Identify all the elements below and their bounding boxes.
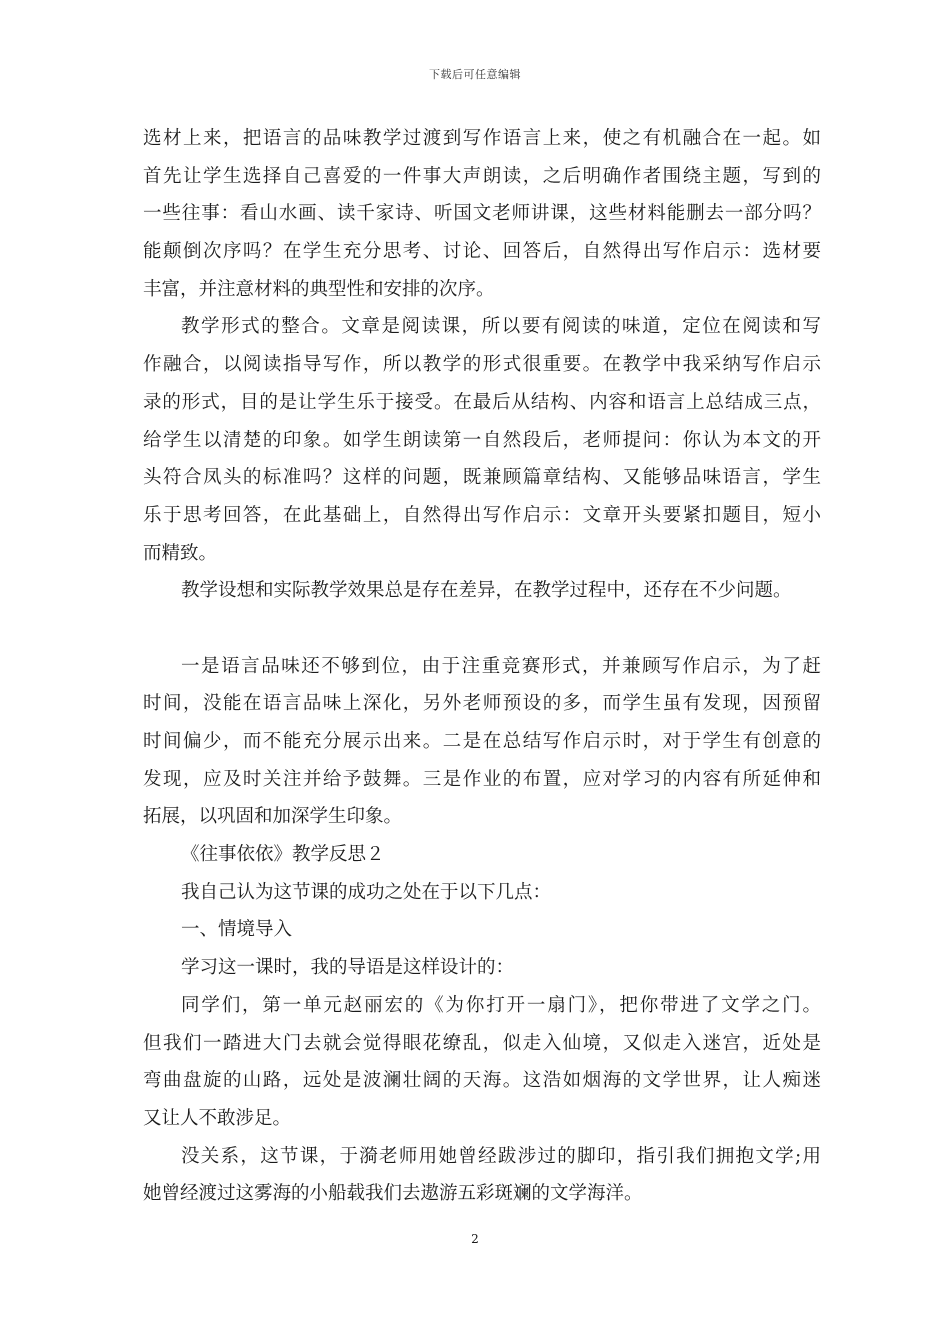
document-body [143, 120, 821, 1213]
paragraph-line: 时间，没能在语言品味上深化，另外老师预设的多，而学生虽有发现，因预留 [143, 693, 821, 715]
paragraph-line: 丰富，并注意材料的典型性和安排的次序。 [143, 278, 495, 300]
paragraph-line: 选材上来，把语言的品味教学过渡到写作语言上来，使之有机融合在一起。如 [143, 128, 821, 149]
paragraph-line: 作融合，以阅读指导写作，所以教学的形式很重要。在教学中我采纳写作启示 [143, 354, 821, 376]
paragraph-line: 又让人不敢涉足。 [143, 1107, 292, 1129]
paragraph-line: 一是语言品味还不够到位，由于注重竞赛形式，并兼顾写作启示，为了赶 [181, 655, 821, 677]
paragraph-line: 没关系，这节课，于漪老师用她曾经跋涉过的脚印，指引我们拥抱文学;用 [181, 1145, 821, 1167]
page-header: 下载后可任意编辑 [429, 68, 521, 81]
paragraph-line: 乐于思考回答，在此基础上，自然得出写作启示：文章开头要紧扣题目，短小 [143, 504, 821, 526]
paragraph-line: 教学形式的整合。文章是阅读课，所以要有阅读的味道，定位在阅读和写 [181, 316, 821, 338]
paragraph-line: 拓展，以巩固和加深学生印象。 [143, 806, 403, 828]
paragraph-line: 而精致。 [143, 542, 218, 564]
paragraph-line: 弯曲盘旋的山路，远处是波澜壮阔的天海。这浩如烟海的文学世界，让人痴迷 [143, 1070, 821, 1092]
paragraph-line: 首先让学生选择自己喜爱的一件事大声朗读，之后明确作者围绕主题，写到的 [143, 165, 821, 187]
paragraph-line: 发现，应及时关注并给予鼓舞。三是作业的布置，应对学习的内容有所延伸和 [143, 768, 821, 790]
paragraph-line: 能颠倒次序吗？在学生充分思考、讨论、回答后，自然得出写作启示：选材要 [143, 241, 821, 263]
paragraph-line: 录的形式，目的是让学生乐于接受。在最后从结构、内容和语言上总结成三点， [143, 391, 821, 413]
page-number: 2 [471, 1232, 479, 1246]
paragraph-line: 给学生以清楚的印象。如学生朗读第一自然段后，老师提问：你认为本文的开 [143, 429, 821, 451]
subheading: 一、情境导入 [181, 919, 293, 941]
paragraph-line: 头符合凤头的标准吗？这样的问题，既兼顾篇章结构、又能够品味语言，学生 [143, 467, 821, 489]
section-title: 《往事依依》教学反思２ [181, 844, 385, 866]
blank-line [143, 610, 821, 648]
paragraph-line: 一些往事：看山水画、读千家诗、听国文老师讲课，这些材料能删去一部分吗？ [143, 203, 821, 225]
paragraph-line: 同学们，第一单元赵丽宏的《为你打开一扇门》，把你带进了文学之门。 [181, 994, 821, 1016]
paragraph-line: 但我们一踏进大门去就会觉得眼花缭乱，似走入仙境，又似走入迷宫，近处是 [143, 1032, 821, 1054]
paragraph-line: 我自己认为这节课的成功之处在于以下几点： [181, 881, 552, 903]
paragraph-line: 学习这一课时，我的导语是这样设计的： [181, 957, 515, 979]
paragraph-line: 她曾经渡过这雾海的小船载我们去遨游五彩斑斓的文学海洋。 [143, 1183, 643, 1205]
paragraph-line: 时间偏少，而不能充分展示出来。二是在总结写作启示时，对于学生有创意的 [143, 731, 821, 752]
paragraph-line: 教学设想和实际教学效果总是存在差异，在教学过程中，还存在不少问题。 [181, 580, 792, 602]
